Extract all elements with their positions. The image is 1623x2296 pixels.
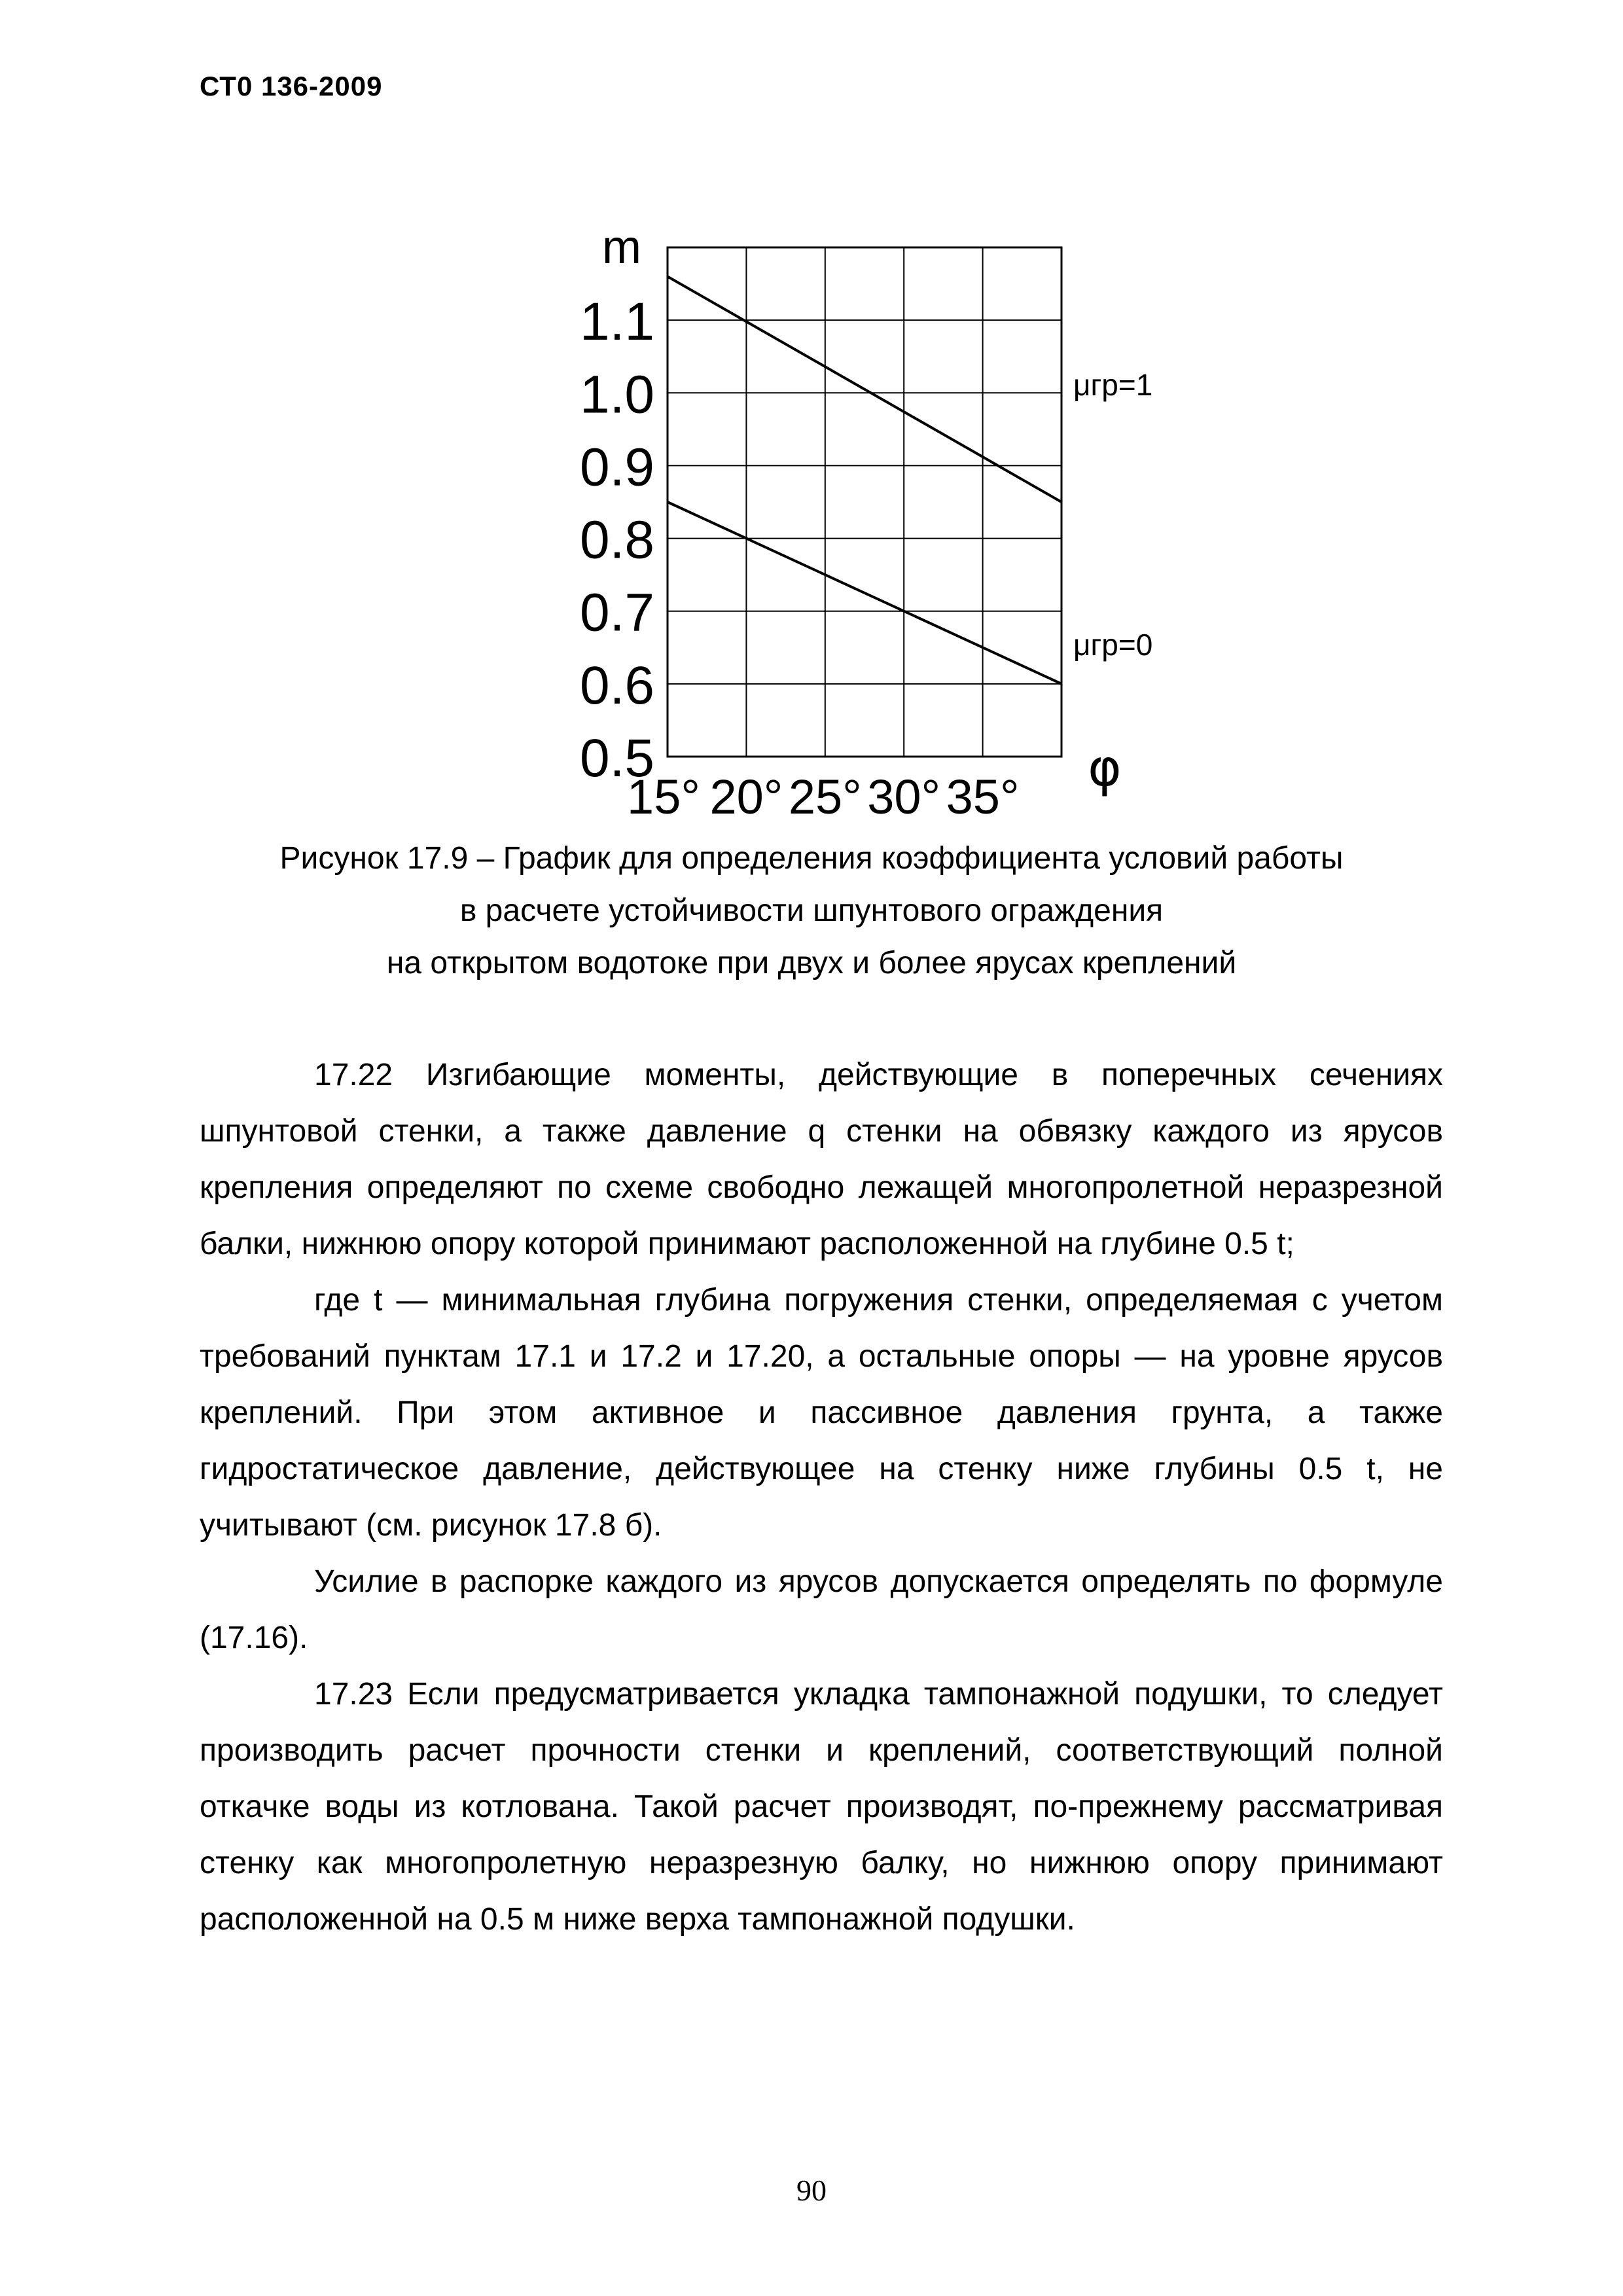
page-number: 90 — [796, 2174, 827, 2207]
paragraph-17-23: 17.23 Если предусматривается укладка тампонажной подушки, то следует производить расчет прочности стенки и креплений, соответствующий полной откачке воды из котлована. Такой расчет производят, по-прежнему рассматривая стенку как многопролетную неразрезную балку, но нижнюю опору принимают расположенной на 0.5 м ниже верха тампонажной подушки. — [200, 1677, 1443, 1937]
y-tick-label: 0.9 — [580, 437, 654, 497]
x-tick-label: 35° — [946, 770, 1020, 824]
figure-chart — [0, 0, 1623, 851]
paragraph-strut-force: Усилие в распорке каждого из ярусов допускается определять по формуле (17.16). — [200, 1564, 1443, 1655]
caption-line-1: Рисунок 17.9 – График для определения коэффициента условий работы — [279, 841, 1344, 876]
x-axis-label: φ — [1088, 739, 1122, 798]
series-label: μгр=0 — [1073, 628, 1153, 662]
paragraph-where-t: где t — минимальная глубина погружения стенки, определяемая с учетом требований пунктам 17.1 и 17.2 и 17.20, а остальные опоры — на уровне ярусов креплений. При этом активное и пассивное давления грунта, а также гидростатическое давление, действующее на стенку ниже глубины 0.5 t, не учитывают (см. рисунок 17.8 б). — [200, 1283, 1443, 1543]
y-tick-label: 1.0 — [580, 365, 654, 425]
caption-line-3: на открытом водотоке при двух и более ярусах креплений — [386, 946, 1237, 980]
y-tick-label: 0.5 — [580, 728, 654, 788]
x-tick-label: 25° — [788, 770, 862, 824]
plot-frame — [668, 247, 1061, 757]
y-tick-label: 0.8 — [580, 510, 654, 570]
chart-svg — [0, 0, 1623, 851]
caption-line-2: в расчете устойчивости шпунтового ограждения — [459, 893, 1164, 928]
x-tick-label: 15° — [627, 770, 700, 824]
series-line — [668, 502, 1061, 684]
paragraph-17-22: 17.22 Изгибающие моменты, действующие в поперечных сечениях шпунтовой стенки, а также давление q стенки на обвязку каждого из ярусов крепления определяют по схеме свободно лежащей многопролетной неразрезной балки, нижнюю опору которой принимают расположенной на глубине 0.5 t; — [200, 1058, 1443, 1261]
body-text — [200, 1047, 1443, 1948]
y-tick-label: 0.6 — [580, 655, 654, 715]
x-tick-label: 30° — [867, 770, 941, 824]
series-line — [668, 276, 1061, 502]
figure-caption — [196, 833, 1427, 990]
y-tick-label: 1.1 — [580, 292, 654, 352]
document-code: СТ0 136-2009 — [200, 71, 383, 101]
series-label: μгр=1 — [1073, 368, 1153, 402]
x-tick-label: 20° — [709, 770, 783, 824]
y-tick-label: 0.7 — [580, 583, 654, 643]
y-axis-label: m — [602, 221, 641, 274]
